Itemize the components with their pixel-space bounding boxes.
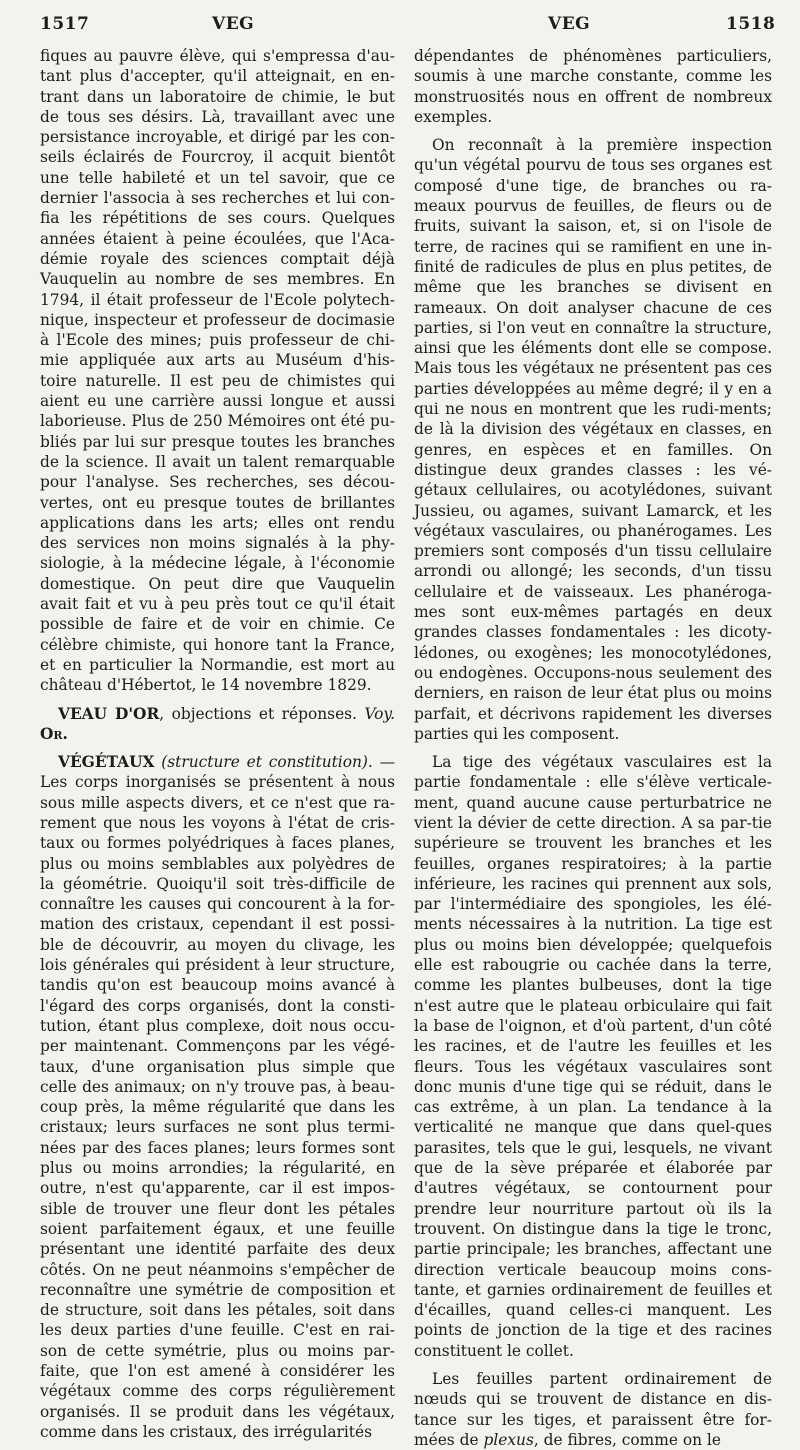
leaves-text-b: , de fibres, comme on le	[533, 1430, 721, 1449]
veau-dor-entry	[40, 704, 395, 745]
cross-reference: Or.	[40, 724, 68, 743]
entry-headword: VEAU D'OR	[58, 704, 160, 723]
entry-subtitle: (structure et constitution).	[161, 753, 373, 772]
leaves-paragraph	[414, 1369, 772, 1450]
vegetaux-entry	[40, 752, 395, 1442]
see-reference: Voy.	[364, 704, 395, 723]
leaves-text-a: Les feuilles partent ordinairement de nœuds qui se trouvent de distance en dis-tance sur les tiges, et paraissent être for-mées de	[414, 1370, 772, 1449]
right-column	[414, 46, 772, 1450]
continued-paragraph: dépendantes de phénomènes particuliers, soumis à une marche constante, comme les monstruosités nous en offrent de nombreux exemples.	[414, 47, 772, 126]
left-column	[40, 46, 395, 1442]
running-head-right: VEG	[548, 14, 591, 34]
stem-paragraph: La tige des végétaux vasculaires est la partie fondamentale : elle s'élève verticale-ment, quand aucune cause perturbatrice ne vient la dévier de cette direction. A sa par-tie supérieure se trouvent les branches et les feuilles, organes respiratoires; à la partie inférieure, les racines qui prennent aux sols, par l'intermédiaire des spongioles, les élé-ments nécessaires à la nutrition. La tige est plus ou moins bien développée; quelquefois elle est rabougrie ou cachée dans la terre, comme les plantes bulbeuses, dont la tige n'est autre que le plateau orbiculaire qui fait la base de l'oignon, et d'où partent, d'un côté les racines, et de l'autre les feuilles et les fleurs. Tous les végétaux vasculaires sont donc munis d'une tige qui se réduit, dans le cas extrême, à un plan. La tendance à la verticalité ne manque que dans quel-ques parasites, tels que le gui, lesquels, ne vivant que de la sève préparée et élaborée par d'autres végétaux, se contournent pour prendre leur nourriture partout où ils la trouvent. On distingue dans la tige le tronc, partie principale; les branches, affectant une direction verticale beaucoup moins cons-tante, et garnies ordinairement de feuilles et d'écailles, quand celles-ci manquent. Les points de jonction de la tige et des racines constituent le collet.	[414, 753, 772, 1360]
page-number-right: 1518	[726, 14, 776, 34]
entry-text: , objections et réponses.	[159, 704, 357, 723]
vauquelin-biography-paragraph: fiques au pauvre élève, qui s'empressa d'au-tant plus d'accepter, qu'il atteignait, en en-trant dans un laboratoire de chimie, le but de tous ses désirs. Là, travaillant avec une persistance incroyable, et dirigé par les con-seils éclairés de Fourcroy, il acquit bientôt une telle habileté et un tel savoir, que ce dernier l'associa à ses recherches et lui con-fia les répétitions de ses cours. Quelques années étaient à peine écoulées, que l'Aca-démie royale des sciences comptait déjà Vauquelin au nombre de ses membres. En 1794, il était professeur de l'Ecole polytech-nique, inspecteur et professeur de docimasie à l'Ecole des mines; puis professeur de chi-mie appliquée aux arts au Muséum d'his-toire naturelle. Il est peu de chimistes qui aient eu une carrière aussi longue et aussi laborieuse. Plus de 250 Mémoires ont été pu-bliés par lui sur presque toutes les branches de la science. Il avait un talent remarquable pour l'analyse. Ses recherches, ses décou-vertes, ont eu presque toutes de brillantes applications dans les arts; elles ont rendu des services non moins signalés à la phy-siologie, à la médecine légale, à l'économie domestique. On peut dire que Vauquelin avait fait et vu à peu près tout ce qu'il était possible de faire et de voir en chimie. Ce célèbre chimiste, qui honore tant la France, et en particulier la Normandie, est mort au château d'Hébertot, le 14 novembre 1829.	[40, 47, 395, 695]
entry-headword: VÉGÉTAUX	[58, 753, 155, 772]
page-number-left: 1517	[40, 14, 90, 34]
entry-body: — Les corps inorganisés se présentent à nous sous mille aspects divers, et ce n'est que ra-rement que nous les voyons à l'état de cris-taux ou formes polyédriques à faces planes, plus ou moins semblables aux polyèdres de la géométrie. Quoiqu'il soit très-difficile de connaître les causes qui concourent à la for-mation des cristaux, cependant il est possi-ble de découvrir, au moyen du clivage, les lois générales qui président à leur structure, tandis qu'on est beaucoup moins avancé à l'égard des corps organisés, dont la consti-tution, étant plus complexe, doit nous occu-per maintenant. Commençons par les végé-taux, d'une organisation plus simple que celle des animaux; on n'y trouve pas, à beau-coup près, la même régularité que dans les cristaux; leurs surfaces ne sont plus termi-nées par des faces planes; leurs formes sont plus ou moins arrondies; la régularité, en outre, n'est qu'apparente, car il est impos-sible de trouver une fleur dont les pétales soient parfaitement égaux, et une feuille présentant une identité parfaite des deux côtés. On ne peut néanmoins s'empêcher de reconnaître une symétrie de composition et de structure, soit dans les pétales, soit dans les deux parties d'une feuille. C'est en rai-son de cette symétrie, plus ou moins par-faite, que l'on est amené à considérer les végétaux comme des corps régulièrement organisés. Il se produit dans les végétaux, comme dans les cristaux, des irrégularités	[40, 753, 395, 1441]
running-head-left: VEG	[212, 14, 255, 34]
classification-paragraph: On reconnaît à la première inspection qu'un végétal pourvu de tous ses organes est composé d'une tige, de branches ou ra-meaux pourvus de feuilles, de fleurs ou de fruits, suivant la saison, et, si on l'isole de terre, de racines qui se ramifient en une in-finité de radicules de plus en plus petites, de même que les branches se divisent en rameaux. On doit analyser chacune de ces parties, si l'on veut en connaître la structure, ainsi que les éléments dont elle se compose. Mais tous les végétaux ne présentent pas ces parties développées au même degré; il y en a qui ne nous en montrent que les rudi-ments; de là la division des végétaux en classes, en genres, en espèces et en familles. On distingue deux grandes classes : les vé-gétaux cellulaires, ou acotylédones, suivant Jussieu, ou agames, suivant Lamarck, et les végétaux vasculaires, ou phanérogames. Les premiers sont composés d'un tissu cellulaire arrondi ou allongé; les seconds, d'un tissu cellulaire et de vaisseaux. Les phanéroga-mes sont eux-mêmes partagés en deux grandes classes fondamentales : les dicoty-lédones, ou exogènes; les monocotylédones, ou endogènes. Occupons-nous seulement des derniers, en raison de leur état plus ou moins parfait, et décrivons rapidement les diverses parties qui les composent.	[414, 136, 772, 743]
leaves-italic-term: plexus	[483, 1430, 534, 1449]
